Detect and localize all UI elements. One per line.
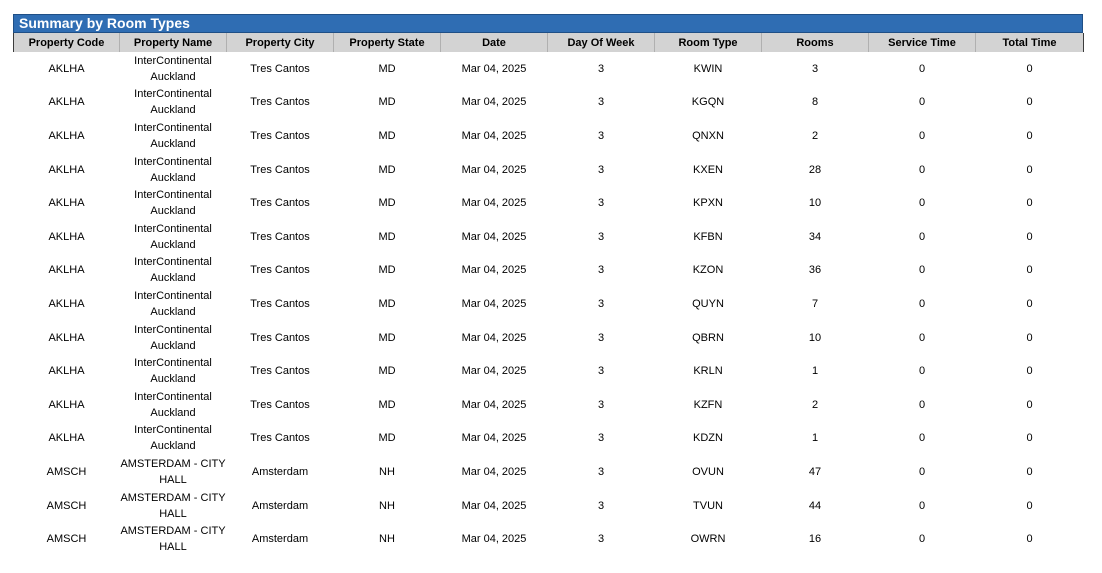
cell-property-code: AKLHA (48, 129, 85, 142)
cell-property-city: Tres Cantos (250, 129, 310, 142)
cell-day-of-week: 3 (597, 62, 605, 75)
cell-property-name: InterContinental Auckland (134, 323, 212, 352)
table-row (14, 489, 1084, 523)
cell-property-name: InterContinental Auckland (134, 54, 212, 83)
cell-property-state: MD (378, 230, 396, 243)
cell-day-of-week: 3 (597, 465, 605, 478)
table-row (14, 186, 1084, 220)
cell-total-time: 0 (1026, 331, 1033, 344)
cell-property-code: AMSCH (46, 533, 87, 546)
cell-total-time: 0 (1026, 365, 1033, 378)
cell-rooms: 8 (811, 96, 819, 109)
cell-property-code: AKLHA (48, 432, 85, 445)
cell-property-name: InterContinental Auckland (134, 121, 212, 150)
cell-total-time: 0 (1026, 432, 1033, 445)
cell-property-code: AKLHA (48, 96, 85, 109)
table-row (14, 220, 1084, 254)
cell-rooms: 10 (808, 197, 822, 210)
cell-property-city: Tres Cantos (250, 62, 310, 75)
cell-rooms: 3 (811, 62, 819, 75)
cell-property-name: InterContinental Auckland (134, 390, 212, 419)
cell-day-of-week: 3 (597, 398, 605, 411)
cell-room-type: QBRN (692, 331, 724, 344)
cell-property-code: AKLHA (48, 197, 85, 210)
cell-date: Mar 04, 2025 (461, 432, 527, 445)
column-header-property-code: Property Code (14, 33, 120, 52)
cell-total-time: 0 (1026, 197, 1033, 210)
cell-room-type: TVUN (693, 499, 723, 512)
cell-property-city: Tres Cantos (250, 365, 310, 378)
cell-rooms: 1 (811, 432, 819, 445)
column-header-day-of-week: Day Of Week (548, 33, 655, 52)
cell-property-code: AKLHA (48, 398, 85, 411)
cell-rooms: 7 (811, 297, 819, 310)
cell-property-state: MD (378, 264, 396, 277)
room-types-report (13, 14, 1083, 556)
cell-total-time: 0 (1026, 163, 1033, 176)
cell-day-of-week: 3 (597, 197, 605, 210)
table-row (14, 52, 1084, 86)
cell-total-time: 0 (1026, 230, 1033, 243)
column-header-property-state: Property State (334, 33, 441, 52)
cell-rooms: 16 (808, 533, 822, 546)
cell-date: Mar 04, 2025 (461, 533, 527, 546)
cell-service-time: 0 (918, 197, 926, 210)
cell-service-time: 0 (918, 96, 926, 109)
cell-property-city: Tres Cantos (250, 331, 310, 344)
cell-date: Mar 04, 2025 (461, 163, 527, 176)
cell-date: Mar 04, 2025 (461, 365, 527, 378)
cell-property-code: AKLHA (48, 365, 85, 378)
cell-room-type: KZFN (693, 398, 723, 411)
cell-total-time: 0 (1026, 62, 1033, 75)
cell-date: Mar 04, 2025 (461, 331, 527, 344)
table-row (14, 388, 1084, 422)
cell-rooms: 1 (811, 365, 819, 378)
cell-day-of-week: 3 (597, 129, 605, 142)
cell-property-name: InterContinental Auckland (134, 256, 212, 285)
cell-date: Mar 04, 2025 (461, 264, 527, 277)
cell-service-time: 0 (918, 297, 926, 310)
cell-property-code: AKLHA (48, 62, 85, 75)
cell-property-state: MD (378, 297, 396, 310)
cell-property-state: MD (378, 331, 396, 344)
cell-property-name: AMSTERDAM - CITY HALL (120, 525, 226, 554)
cell-day-of-week: 3 (597, 432, 605, 445)
cell-rooms: 28 (808, 163, 822, 176)
column-header-date: Date (441, 33, 548, 52)
table-row (14, 287, 1084, 321)
column-header-property-city: Property City (227, 33, 334, 52)
cell-property-city: Tres Cantos (250, 264, 310, 277)
cell-day-of-week: 3 (597, 365, 605, 378)
cell-property-city: Tres Cantos (250, 398, 310, 411)
cell-room-type: QNXN (692, 129, 724, 142)
cell-property-state: MD (378, 398, 396, 411)
cell-day-of-week: 3 (597, 230, 605, 243)
cell-day-of-week: 3 (597, 331, 605, 344)
cell-day-of-week: 3 (597, 163, 605, 176)
cell-day-of-week: 3 (597, 96, 605, 109)
cell-total-time: 0 (1026, 398, 1033, 411)
room-types-table (13, 33, 1084, 556)
cell-service-time: 0 (918, 499, 926, 512)
cell-property-state: MD (378, 129, 396, 142)
cell-property-state: NH (379, 465, 395, 478)
cell-date: Mar 04, 2025 (461, 465, 527, 478)
cell-day-of-week: 3 (597, 499, 605, 512)
cell-rooms: 44 (808, 499, 822, 512)
column-header-service-time: Service Time (869, 33, 976, 52)
table-row (14, 354, 1084, 388)
cell-rooms: 2 (811, 129, 819, 142)
cell-total-time: 0 (1026, 533, 1033, 546)
cell-total-time: 0 (1026, 264, 1033, 277)
cell-property-state: MD (378, 197, 396, 210)
cell-service-time: 0 (918, 365, 926, 378)
cell-property-code: AKLHA (48, 297, 85, 310)
cell-property-code: AMSCH (46, 499, 87, 512)
cell-room-type: KPXN (693, 197, 723, 210)
cell-total-time: 0 (1026, 96, 1033, 109)
column-header-rooms: Rooms (762, 33, 869, 52)
cell-room-type: KZON (692, 264, 724, 277)
cell-property-name: AMSTERDAM - CITY HALL (120, 457, 226, 486)
cell-total-time: 0 (1026, 465, 1033, 478)
cell-property-code: AKLHA (48, 163, 85, 176)
table-body (14, 52, 1084, 556)
cell-property-city: Tres Cantos (250, 197, 310, 210)
table-header-row (14, 33, 1084, 52)
cell-room-type: KXEN (693, 163, 723, 176)
cell-property-state: NH (379, 533, 395, 546)
cell-property-name: InterContinental Auckland (134, 222, 212, 251)
cell-date: Mar 04, 2025 (461, 499, 527, 512)
table-row (14, 422, 1084, 456)
cell-service-time: 0 (918, 331, 926, 344)
cell-property-name: InterContinental Auckland (134, 424, 212, 453)
cell-room-type: QUYN (692, 297, 724, 310)
cell-property-city: Tres Cantos (250, 230, 310, 243)
cell-property-city: Amsterdam (251, 465, 309, 478)
cell-date: Mar 04, 2025 (461, 197, 527, 210)
cell-property-state: MD (378, 62, 396, 75)
table-row (14, 455, 1084, 489)
table-row (14, 321, 1084, 355)
cell-property-city: Tres Cantos (250, 163, 310, 176)
cell-room-type: KFBN (693, 230, 723, 243)
cell-day-of-week: 3 (597, 264, 605, 277)
cell-property-name: InterContinental Auckland (134, 88, 212, 117)
cell-property-code: AKLHA (48, 331, 85, 344)
cell-service-time: 0 (918, 230, 926, 243)
cell-rooms: 34 (808, 230, 822, 243)
cell-property-name: InterContinental Auckland (134, 189, 212, 218)
cell-date: Mar 04, 2025 (461, 398, 527, 411)
cell-property-code: AKLHA (48, 230, 85, 243)
cell-total-time: 0 (1026, 499, 1033, 512)
table-row (14, 522, 1084, 556)
cell-property-city: Amsterdam (251, 499, 309, 512)
cell-room-type: KGQN (691, 96, 725, 109)
column-header-property-name: Property Name (120, 33, 227, 52)
cell-date: Mar 04, 2025 (461, 230, 527, 243)
cell-rooms: 36 (808, 264, 822, 277)
cell-total-time: 0 (1026, 297, 1033, 310)
cell-property-name: InterContinental Auckland (134, 155, 212, 184)
cell-rooms: 47 (808, 465, 822, 478)
cell-day-of-week: 3 (597, 533, 605, 546)
cell-property-state: MD (378, 163, 396, 176)
cell-service-time: 0 (918, 163, 926, 176)
cell-service-time: 0 (918, 129, 926, 142)
cell-service-time: 0 (918, 62, 926, 75)
cell-date: Mar 04, 2025 (461, 62, 527, 75)
table-row (14, 86, 1084, 120)
cell-service-time: 0 (918, 533, 926, 546)
cell-rooms: 2 (811, 398, 819, 411)
cell-property-state: MD (378, 365, 396, 378)
table-row (14, 254, 1084, 288)
cell-service-time: 0 (918, 264, 926, 277)
cell-date: Mar 04, 2025 (461, 297, 527, 310)
cell-day-of-week: 3 (597, 297, 605, 310)
table-row (14, 153, 1084, 187)
cell-property-city: Tres Cantos (250, 297, 310, 310)
cell-service-time: 0 (918, 398, 926, 411)
cell-property-state: MD (378, 96, 396, 109)
column-header-total-time: Total Time (976, 33, 1084, 52)
cell-room-type: KRLN (693, 365, 723, 378)
cell-property-city: Tres Cantos (250, 96, 310, 109)
report-title: Summary by Room Types (13, 14, 1083, 33)
cell-date: Mar 04, 2025 (461, 129, 527, 142)
cell-service-time: 0 (918, 465, 926, 478)
cell-property-city: Amsterdam (251, 533, 309, 546)
cell-room-type: OWRN (690, 533, 726, 546)
cell-service-time: 0 (918, 432, 926, 445)
cell-property-state: NH (379, 499, 395, 512)
cell-property-city: Tres Cantos (250, 432, 310, 445)
cell-room-type: KWIN (693, 62, 723, 75)
cell-property-code: AMSCH (46, 465, 87, 478)
cell-rooms: 10 (808, 331, 822, 344)
cell-property-state: MD (378, 432, 396, 445)
cell-property-code: AKLHA (48, 264, 85, 277)
cell-date: Mar 04, 2025 (461, 96, 527, 109)
table-row (14, 119, 1084, 153)
cell-property-name: InterContinental Auckland (134, 357, 212, 386)
cell-room-type: OVUN (692, 465, 724, 478)
cell-property-name: InterContinental Auckland (134, 289, 212, 318)
column-header-room-type: Room Type (655, 33, 762, 52)
cell-property-name: AMSTERDAM - CITY HALL (120, 491, 226, 520)
cell-room-type: KDZN (693, 432, 723, 445)
cell-total-time: 0 (1026, 129, 1033, 142)
